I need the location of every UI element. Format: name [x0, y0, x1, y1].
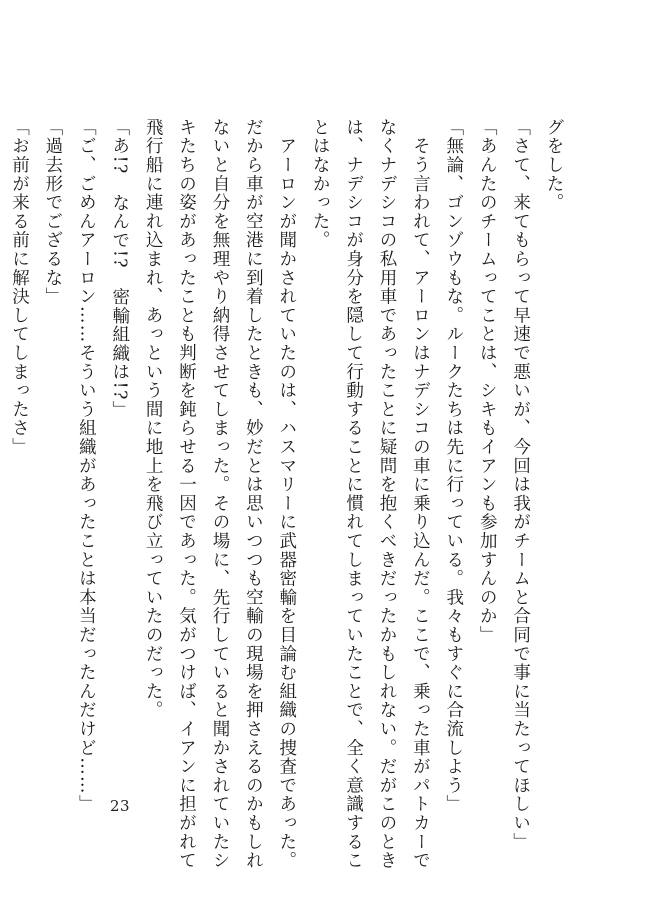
text-line: 「あ!? なんで!? 密輸組織は!?」 [109, 118, 130, 420]
text-line: キたちの姿があったことも判断を鈍らせる一因であった。気がつけば、イアンに担がれて [176, 118, 197, 870]
text-line: 「さて、来てもらって早速で悪いが、今回は我がチームと合同で事に当たってほしい」 [510, 118, 531, 852]
text-line: 「過去形でござるな」 [42, 118, 63, 306]
text-line: 「無論、ゴンゾウもな。ルークたちは先に行っている。我々もすぐに合流しよう」 [443, 118, 464, 814]
text-line: アーロンが聞かされていたのは、ハスマリーに武器密輸を目論む組織の捜査であった。 [276, 118, 297, 870]
text-line: 飛行船に連れ込まれ、あっという間に地上を飛び立っていたのだった。 [143, 118, 164, 720]
text-line [0, 118, 2, 778]
text-line: なくナデシコの私用車であったことに疑問を抱くべきだったかもしれない。だがこのとき [376, 118, 397, 870]
text-line: 「あんたのチームってことは、シキもイアンも参加すんのか」 [477, 118, 498, 645]
text-line: 「お前が来る前に解決してしまったさ」 [9, 118, 30, 457]
text-line: だから車が空港に到着したときも、妙だとは思いつつも空輸の現場を押さえるのかもしれ [243, 118, 264, 870]
text-line: ないと自分を無理やり納得させてしまった。その場に、先行していると聞かされていたシ [209, 118, 230, 870]
text-line: とはなかった。 [310, 118, 331, 250]
text-line: そう言われて、アーロンはナデシコの車に乗り込んだ。ここで、乗った車がパトカーで [410, 118, 431, 870]
text-line: グをした。 [544, 118, 564, 212]
text-line: 「ご、ごめんアーロン……そういう組織があったことは本当だったんだけど……」 [76, 118, 97, 814]
page-number: 23 [110, 797, 131, 815]
text-line: は、ナデシコが身分を隠して行動することに慣れてしまっていたことで、全く意識するこ [343, 118, 364, 870]
